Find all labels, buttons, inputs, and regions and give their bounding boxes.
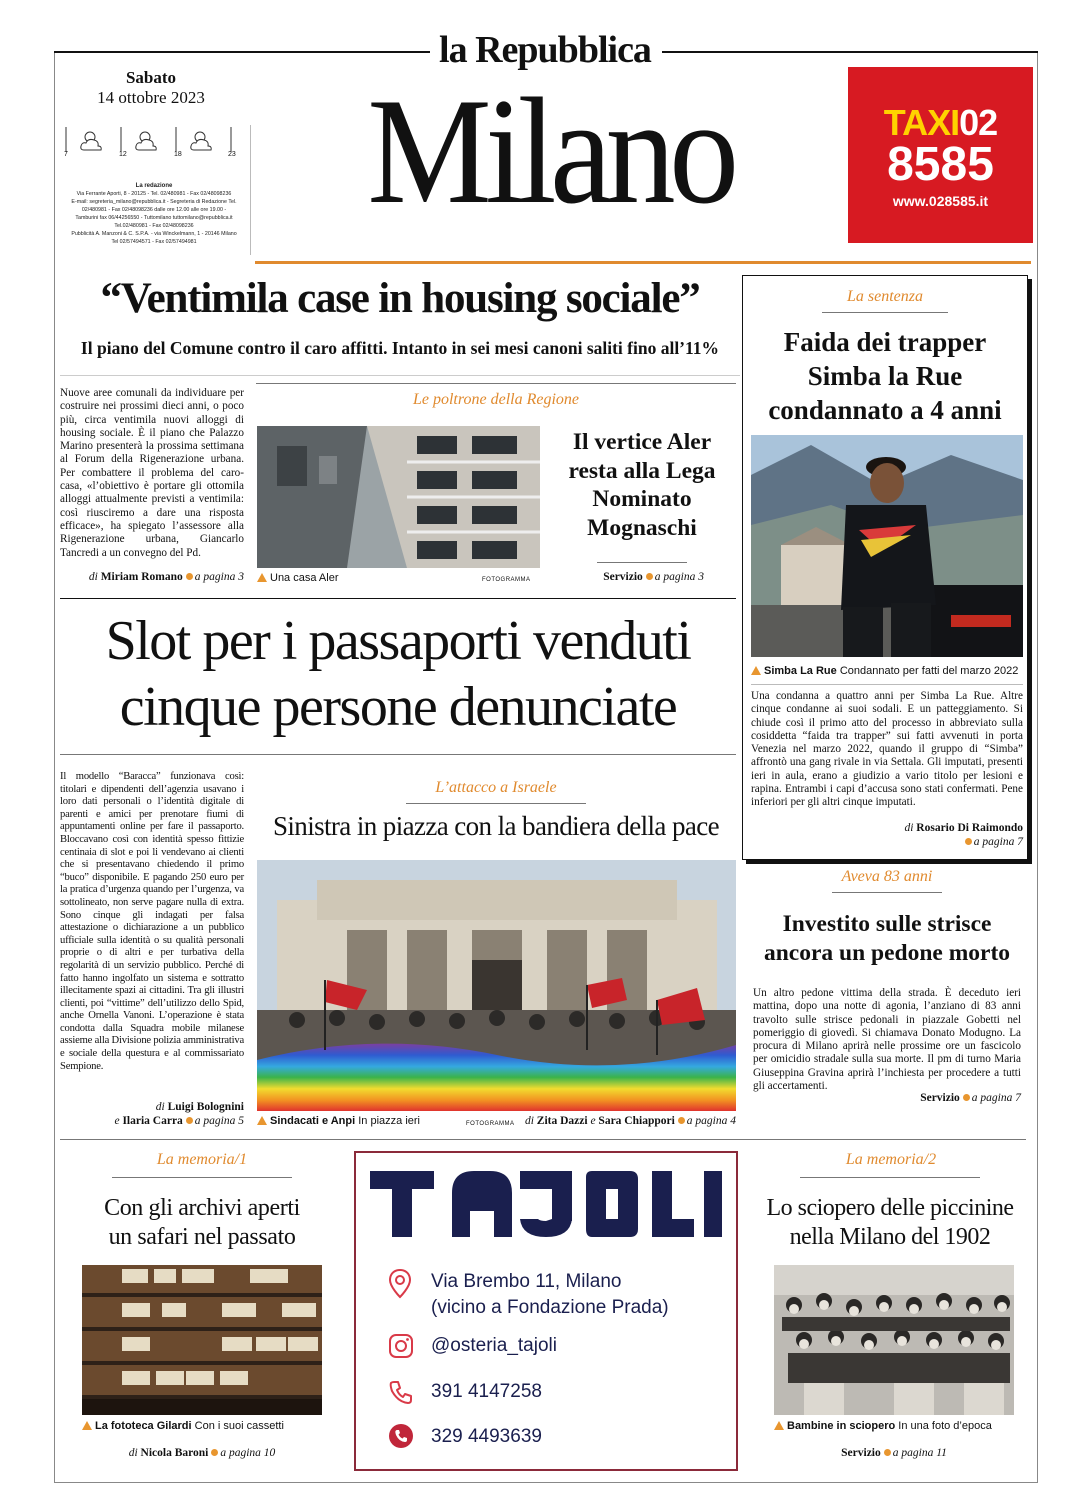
pedone-kicker: Aveva 83 anni xyxy=(841,868,933,885)
caption-triangle-icon xyxy=(257,1116,267,1125)
trapper-photo xyxy=(751,435,1023,657)
passaporti-byline-2[interactable]: e Ilaria Carra a pagina 5 xyxy=(114,1115,244,1127)
trapper-page-ref[interactable]: a pagina 7 xyxy=(751,836,1023,848)
redazione-line-7: Tel 02/57494571 - Fax 02/57494981 xyxy=(111,239,197,245)
bullet-icon xyxy=(211,1449,218,1456)
redazione-line-6: Pubblicità A. Manzoni & C. S.P.A. - via Winckelmann, 1 - 20146 Milano xyxy=(71,231,237,237)
bullet-icon xyxy=(965,838,972,845)
memoria1-kicker: La memoria/1 xyxy=(156,1151,248,1168)
israele-photo-credit: FOTOGRAMMA xyxy=(466,1121,515,1127)
weather-strip xyxy=(62,122,246,162)
trapper-kicker: La sentenza xyxy=(847,288,923,305)
brand-name[interactable]: la Repubblica xyxy=(439,29,651,71)
weather-temp-1: 7 xyxy=(64,151,68,158)
israele-kicker: L’attacco a Israele xyxy=(435,779,557,796)
memoria1-kicker-rule xyxy=(112,1177,292,1178)
lead-page-ref: a pagina 3 xyxy=(194,571,244,583)
whatsapp-icon xyxy=(388,1423,414,1454)
redazione-box xyxy=(60,182,248,246)
bullet-icon xyxy=(884,1449,891,1456)
trapper-caption: Simba La Rue Condannato per fatti del marzo 2022 xyxy=(751,665,1027,677)
caption-triangle-icon xyxy=(774,1421,784,1430)
caption-triangle-icon xyxy=(257,573,267,582)
weather-temp-2: 12 xyxy=(119,151,127,158)
portrait-image xyxy=(751,435,1023,657)
lead-author: Miriam Romano xyxy=(100,571,183,583)
memoria1-caption: La fototeca Gilardi Con i suoi cassetti xyxy=(82,1420,342,1432)
memoria2-kicker-rule xyxy=(800,1177,980,1178)
pedone-kicker-rule xyxy=(832,892,942,893)
taxi-number: 8585 xyxy=(887,138,994,191)
building-image xyxy=(257,426,540,568)
masthead-rule-right xyxy=(662,51,1038,53)
tajoli-phone-2[interactable]: 329 4493639 xyxy=(431,1426,542,1447)
israele-photo xyxy=(257,860,736,1111)
instagram-icon xyxy=(388,1333,414,1364)
tajoli-logo-image xyxy=(370,1171,722,1237)
masthead-orange-rule xyxy=(255,261,1031,264)
trapper-headline[interactable]: Faida dei trapper Simba la Rue condannato a 4 anni xyxy=(768,327,1002,425)
tajoli-logo xyxy=(370,1171,722,1237)
location-pin-icon xyxy=(388,1269,412,1304)
passaporti-body: Il modello “Baracca” funzionava così: titolari e dipendenti dell’agenzia usavano i loro dati personali o l’identità digitale di parenti e amici per prenotare fiumi di appuntamenti online per fare il passaporto. Bloccavano così con identità spesso fittizie centinaia di slot e poi li vendevano ai clienti che si presentavano chiedendo il primo “buco” disponibile. E pagando 250 euro per la pratica d’urgenza quando per l’urgenza, va sottolineato, non serve pagare nulla di extra. Sono cinque gli indagati per falsa attestazione o dichiarazione a un pubblico ufficiale sulla identità o su qualità personali proprie o di altri e per turbativa della regolarità di un servizio pubblico. Perché di fatto hanno ingolfato un sistema e sottratto illecitamente spazi ai cittadini. Tra gli illustri clienti, poi “vittime” dell’utilizzo dello Spid, anche Ornella Vanoni. L’operazione è stata condotta dalla Squadra mobile milanese assieme alla Divisione polizia amministrativa e sociale della questura e al commissariato Sempione. xyxy=(60,771,244,1072)
tajoli-ad[interactable] xyxy=(354,1151,738,1471)
weather-temp-3: 18 xyxy=(174,151,182,158)
caption-triangle-icon xyxy=(82,1421,92,1430)
aler-small-rule xyxy=(597,562,687,563)
israele-byline[interactable]: di Zita Dazzi e Sara Chiappori a pagina 4 xyxy=(524,1115,736,1127)
passaporti-byline[interactable]: di Luigi Bolognini xyxy=(155,1101,244,1113)
aler-kicker: Le poltrone della Regione xyxy=(412,391,580,408)
pedone-body: Un altro pedone vittima della strada. È deceduto ieri mattina, dopo una notte di agonia, l’anziano di 83 anni travolto sulle strisce pedonali in piazzale Gobetti nel pomeriggio di giovedì. Si chiamava Donato Modugno. La procura di Milano aprirà nelle prossime ore un fascicolo per omicidio stradale sulla sua morte. Il pm di turno Maria Giuseppina Gravina aprirà l’inchiesta per procedere a tutti gli accertamenti. xyxy=(753,987,1021,1093)
israele-kicker-rule xyxy=(406,803,586,804)
passaporti-headline[interactable]: Slot per i passaporti venduti cinque persone denunciate xyxy=(105,610,691,738)
bullet-icon xyxy=(186,1117,193,1124)
memoria2-caption: Bambine in sciopero In una foto d’epoca xyxy=(774,1420,1034,1432)
bottom-section-rule xyxy=(60,1139,1026,1140)
memoria2-photo xyxy=(774,1265,1014,1415)
memoria2-kicker: La memoria/2 xyxy=(845,1151,937,1168)
memoria2-byline[interactable]: Servizio a pagina 11 xyxy=(841,1447,947,1459)
tajoli-address-note: (vicino a Fondazione Prada) xyxy=(431,1297,669,1318)
taxi-ad[interactable] xyxy=(848,67,1033,243)
taxi-prefix: 02 xyxy=(959,102,998,143)
lead-headline[interactable]: “Ventimila case in housing sociale” xyxy=(100,275,700,322)
weather-icons xyxy=(62,122,246,162)
memoria1-photo xyxy=(82,1265,322,1415)
bullet-icon xyxy=(963,1094,970,1101)
lead-subhead: Il piano del Comune contro il caro affitti. Intanto in sei mesi canoni saliti fino all’11% xyxy=(80,338,720,358)
trapper-body: Una condanna a quattro anni per Simba La Rue. Altre cinque condanne ai suoi sodali. E un patteggiamento. Si chiude così il primo atto del processo in abbreviato sulla cosiddetta “faida tra trapper” sui fatti avvenuti in porta Venezia nel marzo 2022, quando il gruppo di “Simba” affrontò una gang rivale in via Settala. Gli imputati, presenti ieri in aula, erano a giudizio a vario titolo per lesioni e rapina. Entrambi i capi d’accusa sono stati confermati. Pene inferiori per gli altri cinque imputati. xyxy=(751,690,1023,809)
date-full: 14 ottobre 2023 xyxy=(97,88,205,107)
phone-icon xyxy=(388,1379,414,1410)
memoria2-headline[interactable]: Lo sciopero delle piccinine nella Milano del 1902 xyxy=(766,1195,1014,1250)
aler-top-rule xyxy=(256,383,736,384)
aler-photo-credit: FOTOGRAMMA xyxy=(482,577,531,583)
memoria1-byline[interactable]: di Nicola Baroni a pagina 10 xyxy=(128,1447,276,1459)
redazione-line-5: Tel.02/480981 - Fax 02/48098236 xyxy=(114,223,194,229)
redazione-line-3: 02/480981 - Fax 02/48098236 dalle ore 12.00 alle ore 19.00 - xyxy=(81,207,227,213)
edition-title: Milano xyxy=(367,67,733,235)
israele-caption: Sindacati e Anpi In piazza ieri xyxy=(257,1115,420,1127)
israele-headline[interactable]: Sinistra in piazza con la bandiera della pace xyxy=(272,811,720,841)
aler-byline[interactable]: Servizio a pagina 3 xyxy=(603,571,704,583)
tajoli-phone-1[interactable]: 391 4147258 xyxy=(431,1381,542,1402)
taxi-word: TAXI xyxy=(883,102,960,143)
lead-body: Nuove aree comunali da individuare per costruire nei prossimi dieci anni, o poco più, circa ventimila nuovi alloggi di housing sociale. È il piano che Palazzo Marino presenterà la prossima settimana al Forum della Rigenerazione urbana. Per combattere il problema del caro-casa, «l’obiettivo è portare gli ottomila alloggi attualmente previsti a ventimila: così riusciremo a dare una risposta efficace», ha spiegato l’assessore alla Rigenerazione urbana, Giancarlo Tancredi a un convegno del Pd. xyxy=(60,387,244,559)
passaporti-bottom-rule xyxy=(60,754,736,755)
passaporti-top-rule xyxy=(60,598,736,599)
station-protest-image xyxy=(257,860,736,1111)
pedone-headline[interactable]: Investito sulle strisce ancora un pedone morto xyxy=(763,911,1011,966)
lead-rule xyxy=(60,375,740,376)
vintage-group-photo xyxy=(774,1265,1014,1415)
taxi-url: www.028585.it xyxy=(892,193,989,209)
bullet-icon xyxy=(646,573,653,580)
aler-photo xyxy=(257,426,540,568)
bullet-icon xyxy=(678,1117,685,1124)
redazione-line-4: Tamburini fax 06/44256550 - Tuttomilano tuttomilano@repubblica.it xyxy=(75,215,233,221)
memoria1-headline[interactable]: Con gli archivi aperti un safari nel passato xyxy=(104,1195,300,1250)
tajoli-address: Via Brembo 11, Milano xyxy=(431,1271,622,1292)
masthead-rule-left xyxy=(54,51,430,53)
date-day: Sabato xyxy=(125,68,177,87)
redazione-line-1: Via Ferrante Aporti, 8 - 20125 - Tel. 02/480981 - Fax 02/48098236 xyxy=(76,191,232,197)
caption-triangle-icon xyxy=(751,666,761,675)
trapper-kicker-rule xyxy=(822,312,948,313)
redazione-line-2: E-mail: segreteria_milano@repubblica.it - Segreteria di Redazione Tel. xyxy=(71,199,237,205)
masthead-divider xyxy=(250,125,251,255)
archive-drawers-image xyxy=(82,1265,322,1415)
redazione-title: La redazione xyxy=(135,183,173,189)
bullet-icon xyxy=(186,573,193,580)
aler-headline[interactable]: Il vertice Aler resta alla Lega Nominato Mognaschi xyxy=(568,429,716,541)
trapper-byline[interactable]: di Rosario Di Raimondo xyxy=(904,822,1023,834)
pedone-byline[interactable]: Servizio a pagina 7 xyxy=(920,1092,1021,1104)
trapper-caption-rule xyxy=(751,684,1023,685)
tajoli-instagram[interactable]: @osteria_tajoli xyxy=(431,1335,557,1356)
lead-byline[interactable]: di Miriam Romano a pagina 3 xyxy=(88,571,244,583)
weather-temp-4: 23 xyxy=(228,151,236,158)
aler-caption: Una casa Aler xyxy=(257,572,338,584)
